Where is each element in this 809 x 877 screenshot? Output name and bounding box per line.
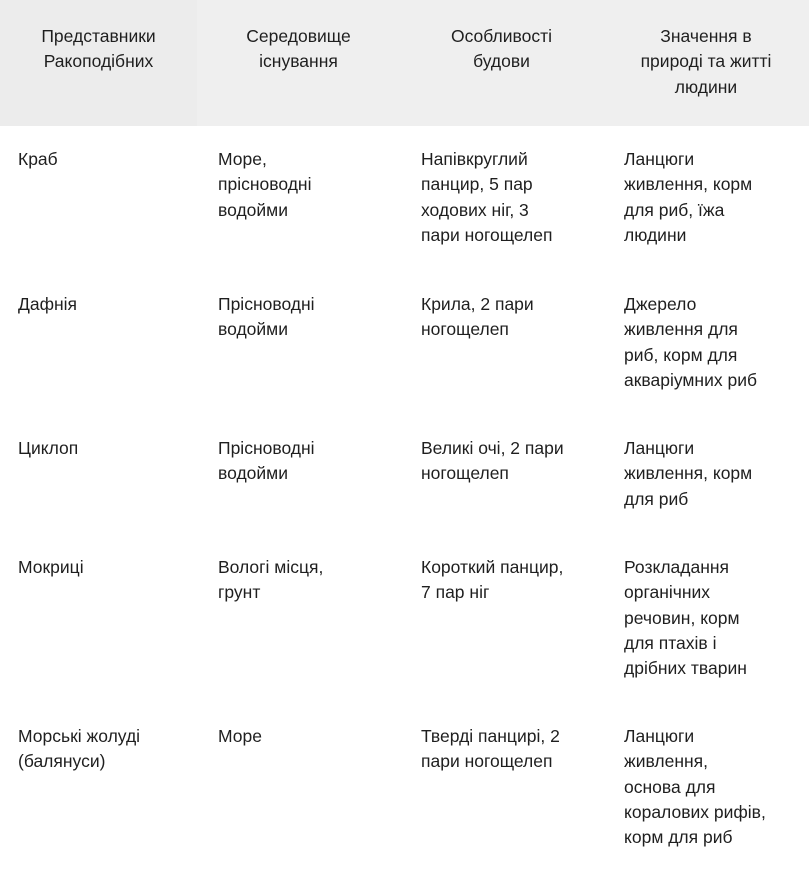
- cell-representative: Краб: [18, 149, 58, 169]
- cell-significance: Ланцюги живлення, корм для риб, їжа людини: [624, 149, 753, 245]
- cell-habitat: Вологі місця, грунт: [218, 557, 324, 603]
- cell-habitat: Прісноводні водойми: [218, 438, 315, 484]
- cell-representative: Дафнія: [18, 294, 78, 314]
- cell-habitat: Прісноводні водойми: [218, 294, 315, 340]
- header-row: [0, 0, 809, 126]
- table-row: [0, 126, 809, 271]
- header-structure: Особливості будови: [400, 0, 603, 126]
- cell-significance: Джерело живлення для риб, корм для акваріумних риб: [624, 294, 758, 390]
- header-significance: Значення в природі та житті людини: [603, 0, 809, 126]
- cell-significance: Ланцюги живлення, корм для риб: [624, 438, 753, 509]
- cell-structure: Тверді панцирі, 2 пари ногощелеп: [421, 726, 560, 772]
- cell-structure: Напівкруглий панцир, 5 пар ходових ніг, 3 пари ногощелеп: [421, 149, 553, 245]
- cell-structure: Великі очі, 2 пари ногощелеп: [421, 438, 564, 484]
- table-row: [0, 271, 809, 415]
- cell-structure: Крила, 2 пари ногощелеп: [421, 294, 534, 340]
- table-row: [0, 534, 809, 703]
- cell-representative: Мокриці: [18, 557, 84, 577]
- cell-structure: Короткий панцир, 7 пар ніг: [421, 557, 564, 603]
- cell-representative: Морські жолуді (балянуси): [18, 726, 141, 772]
- header-representatives: Представники Ракоподібних: [0, 0, 197, 126]
- cell-habitat: Море, прісноводні водойми: [218, 149, 312, 220]
- cell-habitat: Море: [218, 726, 262, 746]
- cell-significance: Розкладання органічних речовин, корм для птахів і дрібних тварин: [624, 557, 747, 679]
- cell-representative: Циклоп: [18, 438, 79, 458]
- cell-significance: Ланцюги живлення, основа для коралових рифів, корм для риб: [624, 726, 766, 848]
- table-row: [0, 703, 809, 877]
- header-habitat: Середовище існування: [197, 0, 400, 126]
- table-row: [0, 415, 809, 534]
